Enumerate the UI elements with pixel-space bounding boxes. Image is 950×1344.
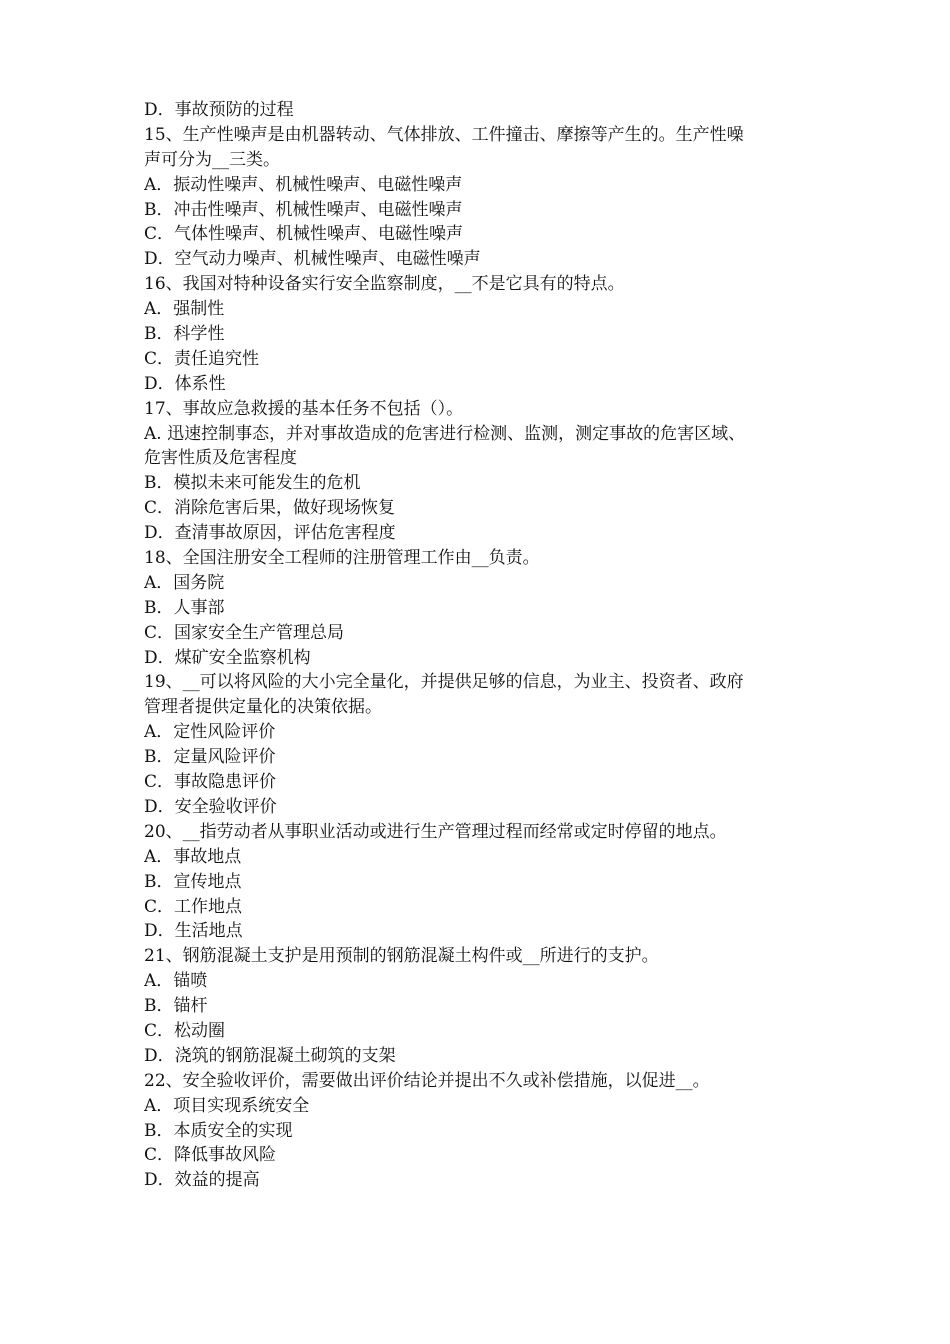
question-22: 22、安全验收评价，需要做出评价结论并提出不久或补偿措施，以促进__。	[144, 1070, 710, 1091]
option-line: D．煤矿安全监察机构	[144, 647, 311, 668]
option-line: B．锚杆	[144, 996, 208, 1017]
option-line: B．本质安全的实现	[144, 1120, 293, 1141]
option-line: C．国家安全生产管理总局	[144, 622, 345, 643]
option-line: A．振动性噪声、机械性噪声、电磁性噪声	[144, 174, 463, 195]
document-body	[144, 98, 824, 1193]
option-line: B．冲击性噪声、机械性噪声、电磁性噪声	[144, 199, 463, 220]
option-line: D．空气动力噪声、机械性噪声、电磁性噪声	[144, 249, 481, 270]
option-line: A. 迅速控制事态，并对事故造成的危害进行检测、监测，测定事故的危害区域、	[144, 423, 746, 444]
option-line: C．消除危害后果，做好现场恢复	[144, 498, 396, 519]
option-line: B．人事部	[144, 597, 225, 618]
question-15-line-1: 15、生产性噪声是由机器转动、气体排放、工件撞击、摩擦等产生的。生产性噪	[144, 124, 744, 145]
option-line: C．责任追究性	[144, 348, 260, 369]
option-line: C．降低事故风险	[144, 1145, 277, 1166]
question-19-line-1: 19、__可以将风险的大小完全量化，并提供足够的信息，为业主、投资者、政府	[144, 672, 744, 693]
question-17: 17、事故应急救援的基本任务不包括（）。	[144, 398, 464, 419]
option-line-continuation: 危害性质及危害程度	[144, 448, 297, 469]
question-20: 20、__指劳动者从事职业活动或进行生产管理过程而经常或定时停留的地点。	[144, 821, 727, 842]
question-16: 16、我国对特种设备实行安全监察制度，__不是它具有的特点。	[144, 274, 625, 295]
option-line: C．气体性噪声、机械性噪声、电磁性噪声	[144, 224, 464, 245]
option-line: A．国务院	[144, 572, 225, 593]
option-line: A．事故地点	[144, 846, 242, 867]
option-line: B．定量风险评价	[144, 747, 276, 768]
option-line: D．安全验收评价	[144, 796, 277, 817]
option-line: C．松动圈	[144, 1020, 226, 1041]
option-line: B．宣传地点	[144, 871, 242, 892]
question-15-line-2: 声可分为__三类。	[144, 149, 280, 170]
option-line: D．效益的提高	[144, 1170, 260, 1191]
option-line: B．科学性	[144, 324, 225, 345]
option-line: D．体系性	[144, 373, 226, 394]
option-line: B．模拟未来可能发生的危机	[144, 473, 361, 494]
option-line: A．项目实现系统安全	[144, 1095, 310, 1116]
option-line: D．生活地点	[144, 921, 243, 942]
option-line: D．查清事故原因，评估危害程度	[144, 523, 396, 544]
option-line: A．锚喷	[144, 971, 208, 992]
option-line: C．事故隐患评价	[144, 772, 277, 793]
option-line: A．定性风险评价	[144, 722, 276, 743]
question-19-line-2: 管理者提供定量化的决策依据。	[144, 697, 382, 718]
option-line: D．浇筑的钢筋混凝土砌筑的支架	[144, 1045, 396, 1066]
option-line: C．工作地点	[144, 896, 243, 917]
option-line: D．事故预防的过程	[144, 100, 294, 120]
option-line: A．强制性	[144, 299, 225, 320]
question-21: 21、钢筋混凝土支护是用预制的钢筋混凝土构件或__所进行的支护。	[144, 946, 659, 967]
question-18: 18、全国注册安全工程师的注册管理工作由__负责。	[144, 548, 540, 569]
